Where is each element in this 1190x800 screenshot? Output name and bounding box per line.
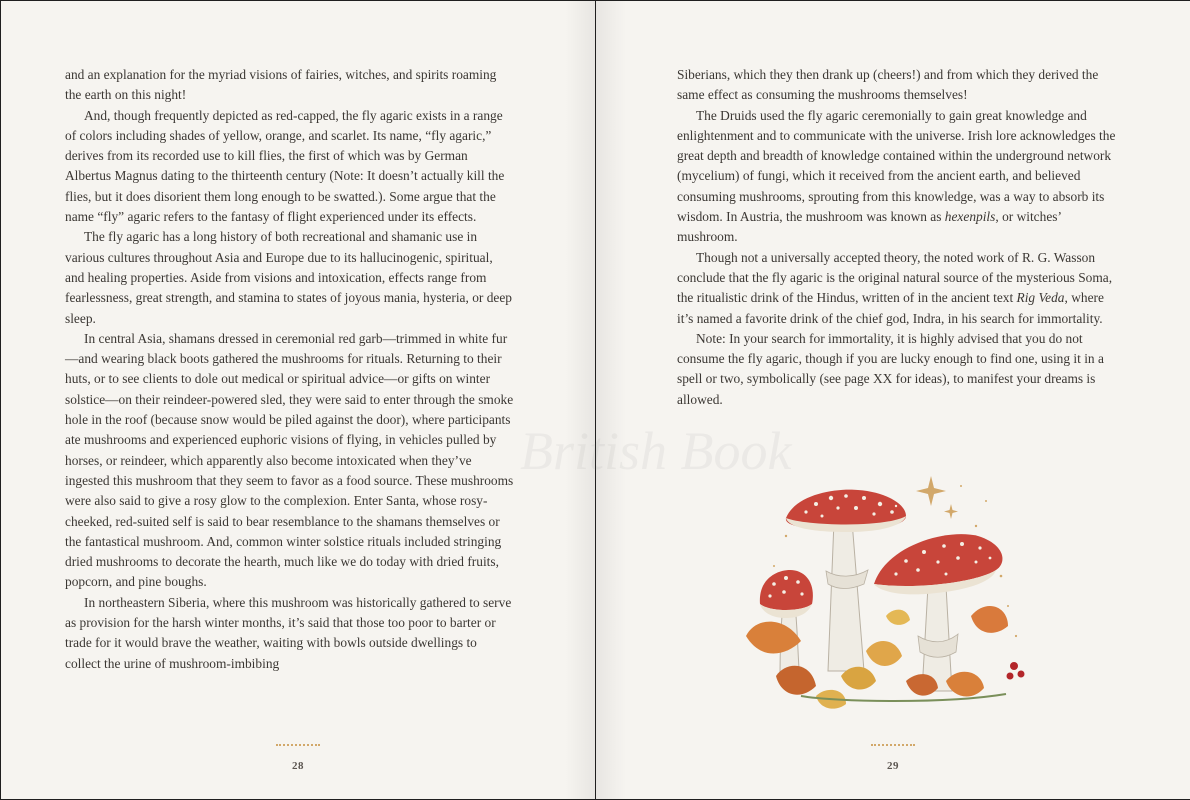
text-run: , where it’s named a favorite drink of the chief god, Indra, in his search for immortality. bbox=[677, 290, 1104, 326]
mushroom-illustration bbox=[746, 466, 1046, 726]
left-page-text bbox=[65, 65, 515, 674]
text-run: Though not a universally accepted theory, the noted work of R. G. Wasson conclude that the fly agaric is the original natural source of the mysterious Soma, the ritualistic drink of the Hindus, written of in the ancient text bbox=[677, 249, 1113, 306]
berry-icon bbox=[1007, 662, 1025, 680]
left-page-footer bbox=[1, 744, 595, 773]
italic-term: Rig Veda bbox=[1016, 290, 1065, 306]
left-page bbox=[1, 1, 595, 799]
page-number: 28 bbox=[292, 760, 304, 772]
right-page-text bbox=[677, 65, 1123, 410]
italic-term: hexenpils bbox=[944, 209, 996, 225]
paragraph: And, though frequently depicted as red-capped, the fly agaric exists in a range of colors including shades of yellow, orange, and scarlet. Its name, “fly agaric,” derives from its recorded use to kill flies, the first of which was by German Albertus Magnus dating to the thirteenth century (Note: It doesn’t actually kill the flies, but it does disorient them long enough to be swatted.). Some argue that the name “fly” agaric refers to the fantasy of flight experienced under its effects. bbox=[65, 107, 505, 225]
text-run: The Druids used the fly agaric ceremonially to gain great knowledge and enlightenment and to communicate with the universe. Irish lore acknowledges the great depth and breadth of knowledge contained within the underground network (mycelium) of fungi, which it received from the ancient earth, and believed consuming mushrooms, sprouting from this knowledge, was a way to absorb its wisdom. In Austria, the mushroom was known as bbox=[677, 107, 1116, 225]
mushroom-stem bbox=[828, 521, 864, 671]
paragraph: The fly agaric has a long history of both recreational and shamanic use in various cultures throughout Asia and Europe due to its hallucinogenic, spiritual, and healing properties. Aside from visions and intoxication, effects range from fearlessness, great strength, and stamina to states of joyous mania, hysteria, or deep sleep. bbox=[65, 229, 512, 326]
paragraph bbox=[677, 248, 1123, 329]
page-number: 29 bbox=[887, 760, 899, 772]
paragraph: In central Asia, shamans dressed in ceremonial red garb—trimmed in white fur—and wearing black boots gathered the mushrooms for rituals. Returning to their huts, or to see clients to dole out medical or spiritual advice—or gifts on winter solstice—on their reindeer-powered sled, they were said to enter through the smoke hole in the roof (because snow would be piled against the door), where participants ate mushrooms and experienced euphoric visions of flying, in vehicles pulled by horses, or reindeer, which apparently also become intoxicated when they’ve ingested this mushroom that they seem to favor as a food source. These mushrooms were also said to give a rosy glow to the complexion. Enter Santa, whose rosy-cheeked, red-suited self is said to bear resemblance to the shamans themselves or the fantastical mushroom. And, common winter solstice rituals included stringing dried mushrooms to decorate the hearth, much like we do today with dried fruits, popcorn, and pine boughs. bbox=[65, 330, 514, 590]
text-run: , or witches’ mushroom. bbox=[677, 209, 1061, 245]
paragraph: In northeastern Siberia, where this mushroom was historically gathered to serve as provision for the harsh winter months, it’s said that those too poor to barter or trade for it would brave the weather, waiting with bowls outside dwellings to collect the urine of mushroom-imbibing bbox=[65, 594, 512, 671]
ornament-dots bbox=[871, 744, 915, 746]
ornament-dots bbox=[276, 744, 320, 746]
right-page-footer bbox=[596, 744, 1190, 773]
paragraph: Siberians, which they then drank up (cheers!) and from which they derived the same effect as consuming the mushrooms themselves! bbox=[677, 67, 1099, 103]
right-page bbox=[596, 1, 1190, 799]
paragraph: and an explanation for the myriad visions of fairies, witches, and spirits roaming the earth on this night! bbox=[65, 67, 497, 103]
paragraph bbox=[677, 106, 1123, 248]
paragraph: Note: In your search for immortality, it is highly advised that you do not consume the fly agaric, though if you are lucky enough to find one, using it in a spell or two, symbolically (see page XX for ideas), to manifest your dreams is allowed. bbox=[677, 330, 1104, 407]
